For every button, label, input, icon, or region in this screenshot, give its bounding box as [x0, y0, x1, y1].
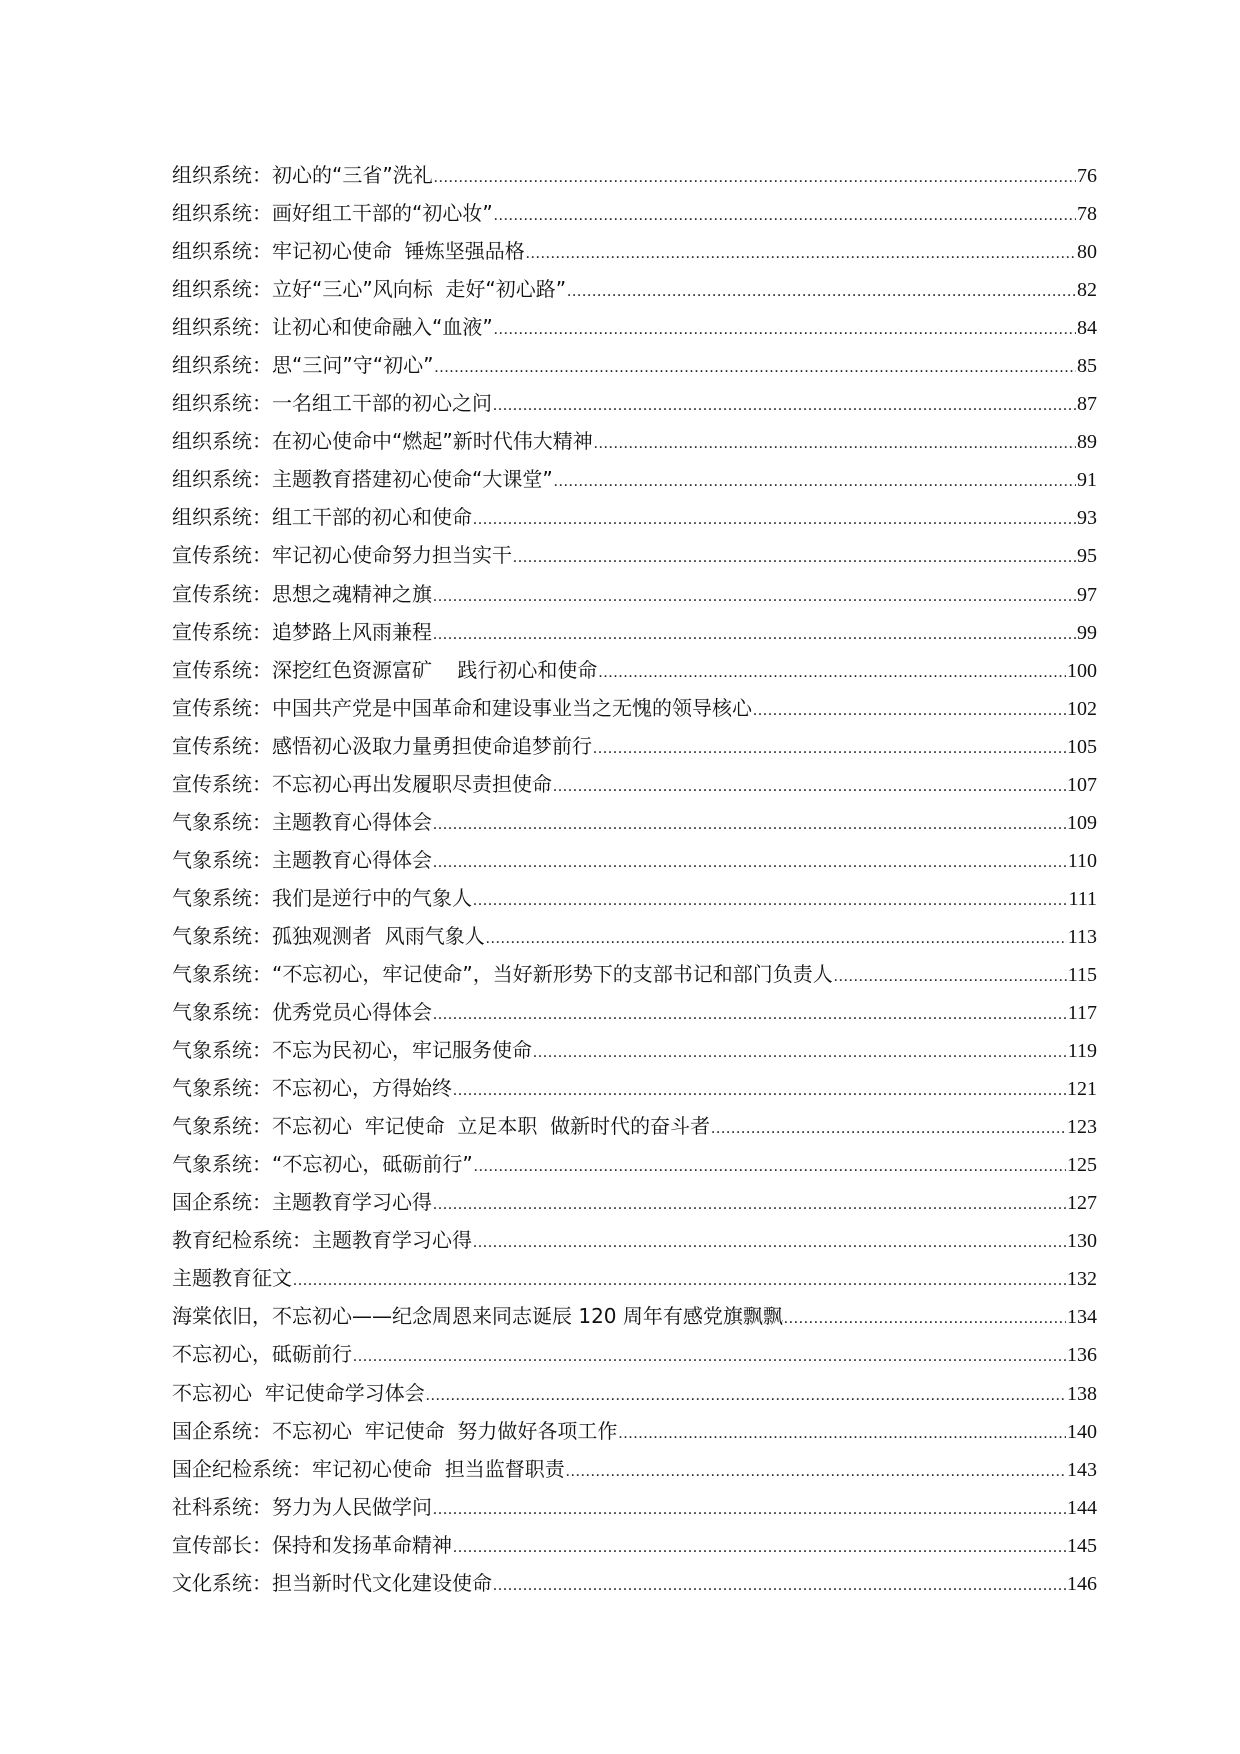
toc-entry-title: 气象系统：主题教育心得体会	[172, 809, 432, 834]
toc-dot-leader	[598, 654, 1066, 692]
toc-entry-page-number: 107	[1067, 773, 1097, 796]
toc-entry-title: 海棠依旧，不忘初心——纪念周恩来同志诞辰 120 周年有感党旗飘飘	[172, 1304, 783, 1329]
toc-entry[interactable]	[172, 1450, 1097, 1488]
toc-dot-leader	[834, 958, 1067, 996]
toc-dot-leader	[493, 387, 1076, 425]
toc-entry-title: 国企系统：不忘初心 牢记使命 努力做好各项工作	[172, 1418, 618, 1443]
toc-entry-title: 主题教育征文	[172, 1266, 292, 1291]
toc-entry-page-number: 87	[1077, 393, 1097, 416]
toc-entry[interactable]	[172, 1107, 1097, 1145]
toc-entry-title: 组织系统：画好组工干部的“初心妆”	[172, 201, 493, 226]
toc-entry-page-number: 144	[1067, 1496, 1097, 1519]
toc-entry-page-number: 130	[1067, 1230, 1097, 1253]
toc-dot-leader	[711, 1110, 1066, 1148]
toc-dot-leader	[618, 1415, 1066, 1453]
toc-entry[interactable]	[172, 384, 1097, 422]
toc-entry-title: 国企系统：主题教育学习心得	[172, 1190, 432, 1215]
toc-dot-leader	[426, 1377, 1066, 1415]
toc-dot-leader	[474, 1148, 1066, 1186]
toc-entry-page-number: 91	[1077, 469, 1097, 492]
toc-dot-leader	[494, 311, 1076, 349]
toc-entry[interactable]	[172, 498, 1097, 536]
toc-entry-page-number: 78	[1077, 203, 1097, 226]
toc-entry-title: 组织系统：牢记初心使命 锤炼坚强品格	[172, 239, 525, 264]
toc-entry[interactable]	[172, 1221, 1097, 1259]
toc-entry-page-number: 125	[1067, 1154, 1097, 1177]
toc-entry[interactable]	[172, 308, 1097, 346]
toc-dot-leader	[433, 844, 1067, 882]
toc-dot-leader	[433, 806, 1066, 844]
toc-dot-leader	[434, 349, 1076, 387]
toc-entry-title: 气象系统：我们是逆行中的气象人	[172, 885, 472, 910]
toc-entry-page-number: 95	[1077, 545, 1097, 568]
toc-entry-page-number: 109	[1067, 811, 1097, 834]
toc-entry[interactable]	[172, 575, 1097, 613]
toc-entry-page-number: 100	[1067, 659, 1097, 682]
toc-entry[interactable]	[172, 1259, 1097, 1297]
toc-entry-page-number: 99	[1077, 621, 1097, 644]
toc-entry[interactable]	[172, 1488, 1097, 1526]
toc-entry-page-number: 136	[1067, 1344, 1097, 1367]
toc-entry-title: 组织系统：组工干部的初心和使命	[172, 505, 472, 530]
toc-entry-title: 气象系统：“不忘初心，牢记使命”，当好新形势下的支部书记和部门负责人	[172, 961, 833, 986]
toc-dot-leader	[554, 463, 1076, 501]
toc-entry-page-number: 89	[1077, 431, 1097, 454]
toc-entry-title: 组织系统：主题教育搭建初心使命“大课堂”	[172, 467, 553, 492]
toc-entry-page-number: 143	[1067, 1458, 1097, 1481]
toc-entry-page-number: 127	[1067, 1192, 1097, 1215]
toc-entry-page-number: 134	[1067, 1306, 1097, 1329]
toc-entry[interactable]	[172, 689, 1097, 727]
toc-dot-leader	[513, 539, 1076, 577]
table-of-contents	[172, 156, 1097, 1602]
toc-entry-title: 社科系统：努力为人民做学问	[172, 1494, 432, 1519]
toc-entry-title: 组织系统：在初心使命中“燃起”新时代伟大精神	[172, 429, 593, 454]
toc-entry-title: 宣传系统：深挖红色资源富矿 践行初心和使命	[172, 657, 598, 682]
toc-entry-title: 宣传系统：思想之魂精神之旗	[172, 581, 432, 606]
toc-entry-title: 宣传系统：牢记初心使命努力担当实干	[172, 543, 512, 568]
toc-entry-page-number: 132	[1067, 1268, 1097, 1291]
toc-entry[interactable]	[172, 917, 1097, 955]
toc-entry-title: 宣传系统：不忘初心再出发履职尽责担使命	[172, 771, 552, 796]
toc-entry[interactable]	[172, 1335, 1097, 1373]
toc-dot-leader	[433, 1491, 1066, 1529]
toc-dot-leader	[533, 1034, 1067, 1072]
toc-entry-page-number: 111	[1068, 887, 1097, 910]
toc-entry-title: 组织系统：立好“三心”风向标 走好“初心路”	[172, 277, 567, 302]
toc-entry-page-number: 115	[1067, 963, 1097, 986]
toc-entry-page-number: 105	[1067, 735, 1097, 758]
toc-entry[interactable]	[172, 727, 1097, 765]
toc-entry-page-number: 119	[1067, 1040, 1097, 1063]
toc-entry-page-number: 110	[1067, 849, 1097, 872]
toc-entry-title: 组织系统：思“三问”守“初心”	[172, 353, 434, 378]
toc-entry-title: 气象系统：不忘初心，方得始终	[172, 1076, 452, 1101]
toc-dot-leader	[433, 616, 1076, 654]
toc-entry-title: 气象系统：不忘为民初心，牢记服务使命	[172, 1038, 532, 1063]
toc-entry-page-number: 84	[1077, 317, 1097, 340]
toc-entry-page-number: 146	[1067, 1572, 1097, 1595]
toc-entry[interactable]	[172, 346, 1097, 384]
toc-entry[interactable]	[172, 422, 1097, 460]
toc-entry-page-number: 113	[1067, 925, 1097, 948]
toc-dot-leader	[753, 692, 1066, 730]
toc-dot-leader	[594, 425, 1076, 463]
toc-entry[interactable]	[172, 613, 1097, 651]
toc-entry-title: 教育纪检系统：主题教育学习心得	[172, 1228, 472, 1253]
toc-entry-page-number: 93	[1077, 507, 1097, 530]
toc-dot-leader	[453, 1072, 1066, 1110]
toc-entry[interactable]	[172, 993, 1097, 1031]
toc-entry-title: 国企纪检系统：牢记初心使命 担当监督职责	[172, 1456, 565, 1481]
toc-entry[interactable]	[172, 841, 1097, 879]
toc-dot-leader	[433, 996, 1067, 1034]
toc-entry-title: 气象系统：优秀党员心得体会	[172, 1000, 432, 1025]
toc-dot-leader	[434, 159, 1076, 197]
toc-entry-page-number: 97	[1077, 583, 1097, 606]
toc-entry-title: 宣传部长：保持和发扬革命精神	[172, 1532, 452, 1557]
toc-entry-title: 气象系统：不忘初心 牢记使命 立足本职 做新时代的奋斗者	[172, 1114, 711, 1139]
toc-dot-leader	[473, 1224, 1066, 1262]
toc-entry-title: 组织系统：初心的“三省”洗礼	[172, 163, 433, 187]
toc-entry-title: 组织系统：一名组工干部的初心之问	[172, 391, 492, 416]
toc-dot-leader	[453, 1529, 1066, 1567]
toc-entry-title: 组织系统：让初心和使命融入“血液”	[172, 315, 493, 340]
toc-entry-title: 气象系统：“不忘初心，砥砺前行”	[172, 1152, 473, 1177]
toc-entry-title: 不忘初心 牢记使命学习体会	[172, 1380, 425, 1405]
toc-entry[interactable]	[172, 879, 1097, 917]
toc-dot-leader	[486, 920, 1067, 958]
toc-entry[interactable]	[172, 270, 1097, 308]
toc-dot-leader	[494, 197, 1076, 235]
toc-entry-title: 宣传系统：感悟初心汲取力量勇担使命追梦前行	[172, 733, 592, 758]
toc-entry[interactable]	[172, 1297, 1097, 1335]
toc-entry-page-number: 102	[1067, 697, 1097, 720]
toc-entry[interactable]	[172, 1526, 1097, 1564]
toc-dot-leader	[567, 273, 1076, 311]
toc-entry-page-number: 117	[1067, 1002, 1097, 1025]
toc-dot-leader	[566, 1453, 1066, 1491]
toc-entry-page-number: 121	[1067, 1078, 1097, 1101]
toc-entry-title: 文化系统：担当新时代文化建设使命	[172, 1570, 492, 1595]
toc-entry-page-number: 145	[1067, 1534, 1097, 1557]
toc-entry[interactable]	[172, 651, 1097, 689]
toc-dot-leader	[593, 730, 1066, 768]
toc-dot-leader	[493, 1567, 1066, 1605]
toc-entry[interactable]	[172, 1031, 1097, 1069]
toc-dot-leader	[433, 578, 1076, 616]
toc-entry-page-number: 138	[1067, 1382, 1097, 1405]
toc-entry-title: 气象系统：孤独观测者 风雨气象人	[172, 923, 485, 948]
toc-dot-leader	[553, 768, 1066, 806]
toc-entry[interactable]	[172, 1412, 1097, 1450]
toc-dot-leader	[784, 1300, 1066, 1338]
toc-entry-title: 气象系统：主题教育心得体会	[172, 847, 432, 872]
toc-entry[interactable]	[172, 156, 1097, 194]
toc-dot-leader	[433, 1186, 1066, 1224]
toc-entry-page-number: 76	[1077, 165, 1097, 187]
toc-dot-leader	[473, 882, 1067, 920]
toc-entry[interactable]	[172, 955, 1097, 993]
toc-entry[interactable]	[172, 1183, 1097, 1221]
toc-entry[interactable]	[172, 460, 1097, 498]
toc-entry-page-number: 123	[1067, 1116, 1097, 1139]
toc-entry-page-number: 80	[1077, 241, 1097, 264]
toc-entry-page-number: 140	[1067, 1420, 1097, 1443]
toc-entry-title: 宣传系统：追梦路上风雨兼程	[172, 619, 432, 644]
toc-entry[interactable]	[172, 536, 1097, 574]
toc-entry[interactable]	[172, 1069, 1097, 1107]
toc-entry[interactable]	[172, 1145, 1097, 1183]
toc-dot-leader	[293, 1262, 1066, 1300]
toc-entry-title: 宣传系统：中国共产党是中国革命和建设事业当之无愧的领导核心	[172, 695, 752, 720]
toc-entry[interactable]	[172, 1564, 1097, 1602]
toc-entry-page-number: 85	[1077, 355, 1097, 378]
toc-entry-page-number: 82	[1077, 279, 1097, 302]
toc-entry[interactable]	[172, 232, 1097, 270]
toc-dot-leader	[473, 501, 1076, 539]
toc-dot-leader	[353, 1338, 1066, 1376]
toc-entry[interactable]	[172, 803, 1097, 841]
toc-dot-leader	[526, 235, 1076, 273]
toc-entry[interactable]	[172, 765, 1097, 803]
toc-entry-title: 不忘初心，砥砺前行	[172, 1342, 352, 1367]
toc-entry[interactable]	[172, 1374, 1097, 1412]
toc-entry[interactable]	[172, 194, 1097, 232]
